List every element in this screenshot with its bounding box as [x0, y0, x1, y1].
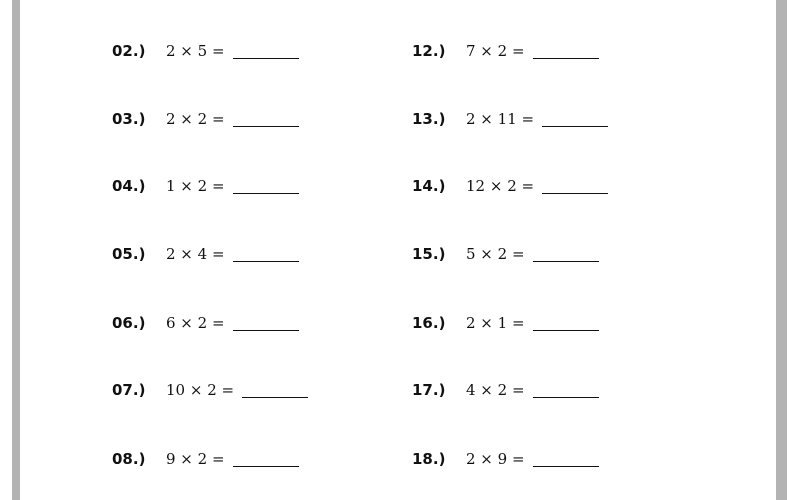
problem-row	[112, 110, 299, 134]
problem-expression: 2 × 9 =	[466, 450, 525, 468]
answer-blank[interactable]	[533, 57, 599, 59]
problem-number: 03.)	[112, 110, 146, 128]
answer-blank[interactable]	[533, 329, 599, 331]
problem-number: 06.)	[112, 314, 146, 332]
problem-expression: 2 × 5 =	[166, 42, 225, 60]
problem-row	[412, 450, 599, 474]
answer-blank[interactable]	[542, 192, 608, 194]
problem-expression: 1 × 2 =	[166, 177, 225, 195]
problem-expression: 2 × 1 =	[466, 314, 525, 332]
problem-row	[412, 245, 599, 269]
problem-number: 02.)	[112, 42, 146, 60]
problem-expression: 6 × 2 =	[166, 314, 225, 332]
problem-number: 07.)	[112, 381, 146, 399]
answer-blank[interactable]	[233, 125, 299, 127]
problem-row	[112, 42, 299, 66]
problem-number: 14.)	[412, 177, 446, 195]
problem-number: 15.)	[412, 245, 446, 263]
answer-blank[interactable]	[533, 396, 599, 398]
problem-number: 13.)	[412, 110, 446, 128]
problem-number: 17.)	[412, 381, 446, 399]
answer-blank[interactable]	[233, 465, 299, 467]
problem-number: 04.)	[112, 177, 146, 195]
problem-expression: 9 × 2 =	[166, 450, 225, 468]
problem-expression: 2 × 2 =	[166, 110, 225, 128]
right-problem-column	[412, 0, 712, 500]
problem-row	[112, 245, 299, 269]
problem-expression: 2 × 11 =	[466, 110, 535, 128]
problem-row	[412, 42, 599, 66]
problem-row	[112, 381, 308, 405]
viewer-right-border	[776, 0, 787, 500]
problem-row	[412, 110, 608, 134]
problem-row	[412, 381, 599, 405]
left-problem-column	[112, 0, 412, 500]
answer-blank[interactable]	[233, 329, 299, 331]
answer-blank[interactable]	[242, 396, 308, 398]
problem-expression: 12 × 2 =	[466, 177, 535, 195]
problem-expression: 5 × 2 =	[466, 245, 525, 263]
problem-number: 05.)	[112, 245, 146, 263]
answer-blank[interactable]	[533, 465, 599, 467]
problem-number: 12.)	[412, 42, 446, 60]
answer-blank[interactable]	[233, 57, 299, 59]
problem-expression: 4 × 2 =	[466, 381, 525, 399]
problem-row	[112, 450, 299, 474]
answer-blank[interactable]	[533, 260, 599, 262]
problem-expression: 7 × 2 =	[466, 42, 525, 60]
problem-number: 08.)	[112, 450, 146, 468]
problem-row	[412, 314, 599, 338]
problem-number: 18.)	[412, 450, 446, 468]
problem-row	[112, 177, 299, 201]
problem-expression: 10 × 2 =	[166, 381, 235, 399]
problem-row	[412, 177, 608, 201]
problem-number: 16.)	[412, 314, 446, 332]
problem-row	[112, 314, 299, 338]
answer-blank[interactable]	[542, 125, 608, 127]
viewer-left-border	[12, 0, 20, 500]
problem-expression: 2 × 4 =	[166, 245, 225, 263]
answer-blank[interactable]	[233, 260, 299, 262]
worksheet-page	[20, 0, 776, 500]
answer-blank[interactable]	[233, 192, 299, 194]
